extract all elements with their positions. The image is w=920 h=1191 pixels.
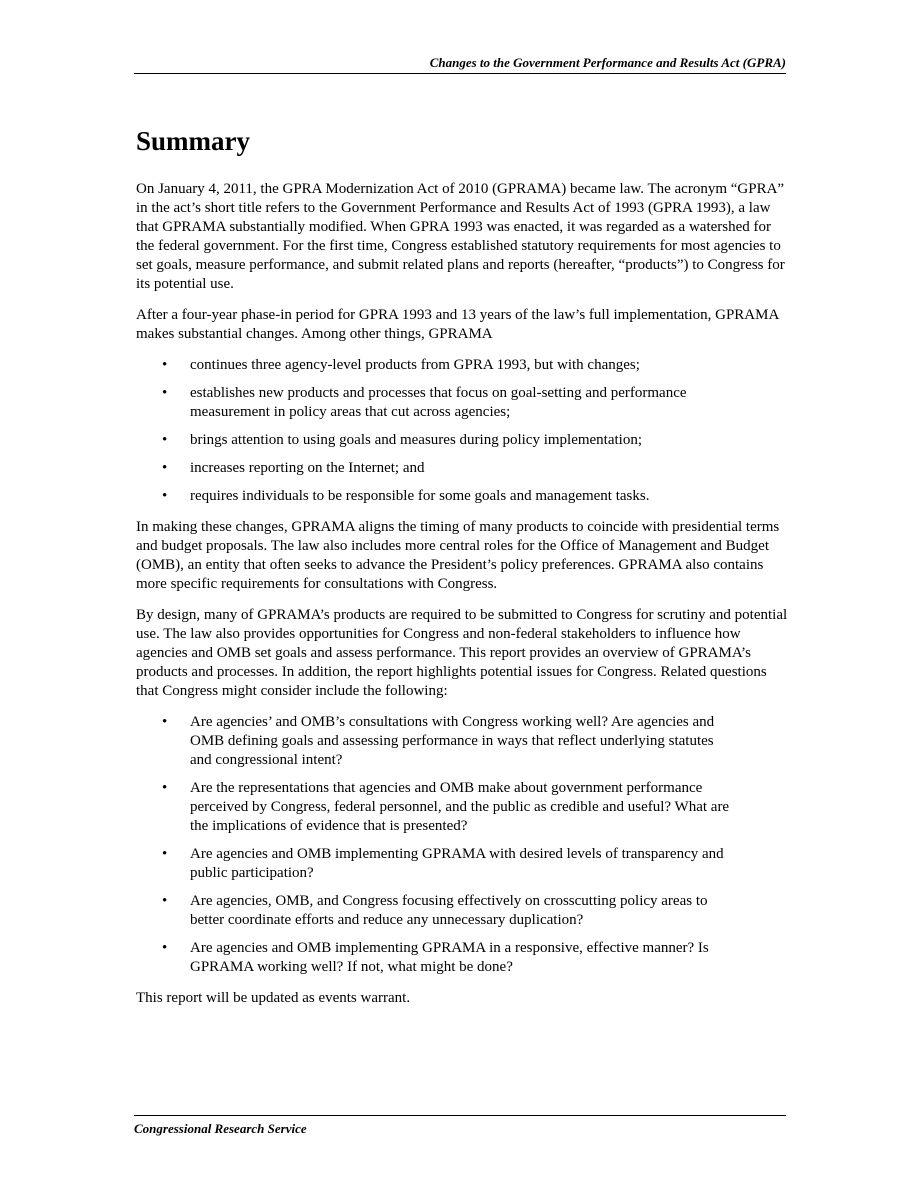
paragraph-design: By design, many of GPRAMA’s products are required to be submitted to Congress for scrutiny and potential use. The law also provides opportunities for Congress and non-federal stakeholders to influence how agencies and OMB set goals and assess performance. This report provides an overview of GPRAMA’s products and processes. In addition, the report highlights potential issues for Congress. Related questions that Congress might consider include the following: <box>136 607 788 699</box>
list-item: • Are the representations that agencies and OMB make about government performance perceived by Congress, federal personnel, and the public as credible and useful? What are the implications of evidence that is presented? <box>162 780 730 834</box>
list-item: • brings attention to using goals and measures during policy implementation; <box>162 432 643 448</box>
list-item: • Are agencies and OMB implementing GPRAMA with desired levels of transparency and public participation? <box>162 846 724 881</box>
bullet-icon: • <box>162 846 168 862</box>
changes-list <box>136 356 788 506</box>
bullet-icon: • <box>162 385 168 401</box>
list-item: • requires individuals to be responsible for some goals and management tasks. <box>162 488 650 504</box>
running-footer: Congressional Research Service <box>134 1115 786 1138</box>
bullet-icon: • <box>162 432 168 448</box>
bullet-icon: • <box>162 357 168 373</box>
list-item: • Are agencies, OMB, and Congress focusing effectively on crosscutting policy areas to better coordinate efforts and reduce any unnecessary duplication? <box>162 893 708 928</box>
list-item: • increases reporting on the Internet; and <box>162 460 425 476</box>
bullet-icon: • <box>162 714 168 730</box>
bullet-icon: • <box>162 893 168 909</box>
list-item: • Are agencies and OMB implementing GPRAMA in a responsive, effective manner? Is GPRAMA working well? If not, what might be done? <box>162 940 709 975</box>
bullet-icon: • <box>162 940 168 956</box>
summary-section <box>136 122 788 1020</box>
bullet-icon: • <box>162 488 168 504</box>
bullet-icon: • <box>162 460 168 476</box>
bullet-icon: • <box>162 780 168 796</box>
list-item: • Are agencies’ and OMB’s consultations with Congress working well? Are agencies and OMB defining goals and assessing performance in ways that reflect underlying statutes and congressional intent? <box>162 714 715 768</box>
summary-heading: Summary <box>136 126 250 156</box>
paragraph-changes: After a four-year phase-in period for GPRA 1993 and 13 years of the law’s full implementation, GPRAMA makes substantial changes. Among other things, GPRAMA <box>136 307 779 342</box>
paragraph-timing: In making these changes, GPRAMA aligns the timing of many products to coincide with presidential terms and budget proposals. The law also includes more central roles for the Office of Management and Budget (OMB), an entity that often seeks to advance the President’s policy preferences. GPRAMA also contains more specific requirements for consultations with Congress. <box>136 519 780 592</box>
running-header: Changes to the Government Performance and Results Act (GPRA) <box>134 54 786 74</box>
paragraph-intro: On January 4, 2011, the GPRA Modernization Act of 2010 (GPRAMA) became law. The acronym “GPRA” in the act’s short title refers to the Government Performance and Results Act of 1993 (GPRA 1993), a law that GPRAMA substantially modified. When GPRA 1993 was enacted, it was regarded as a watershed for the federal government. For the first time, Congress established statutory requirements for most agencies to set goals, measure performance, and submit related plans and reports (hereafter, “products”) to Congress for its potential use. <box>136 181 785 292</box>
paragraph-closing: This report will be updated as events warrant. <box>136 990 411 1006</box>
questions-list <box>136 713 788 977</box>
list-item: • establishes new products and processes that focus on goal-setting and performance measurement in policy areas that cut across agencies; <box>162 385 687 420</box>
list-item: • continues three agency-level products from GPRA 1993, but with changes; <box>162 357 640 373</box>
